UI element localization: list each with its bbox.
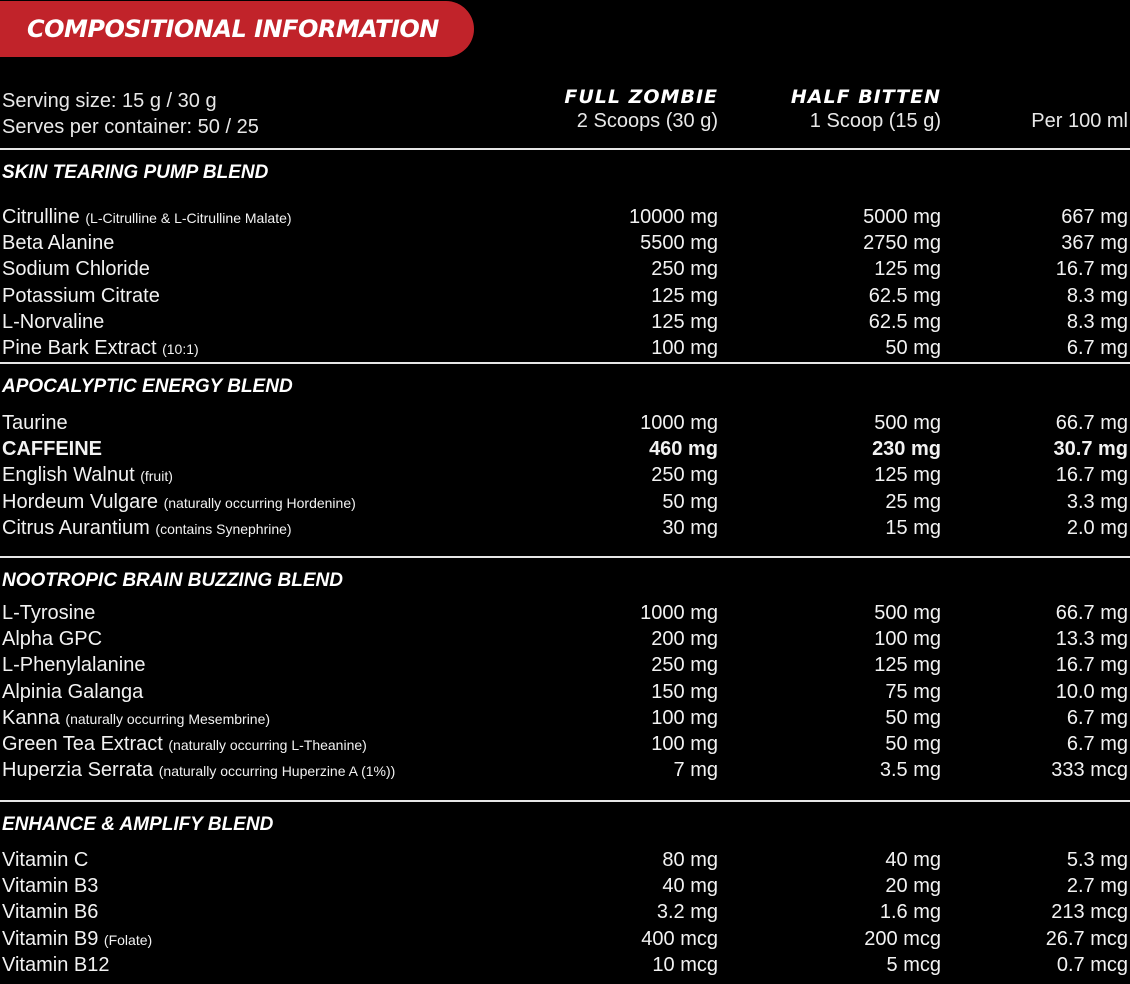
ingredient-cell xyxy=(2,256,150,282)
half-bitten-value: 25 mg xyxy=(885,490,941,513)
ingredient-name: English Walnut xyxy=(2,464,135,487)
ingredient-cell xyxy=(2,679,143,705)
ingredient-name: Alpinia Galanga xyxy=(2,680,144,703)
ingredient-row xyxy=(0,926,1130,952)
per-100ml-value: 6.7 mg xyxy=(1066,337,1128,359)
full-zombie-value: 400 mcg xyxy=(641,927,718,950)
per-100ml-value: 3.3 mg xyxy=(1066,490,1128,513)
ingredient-cell xyxy=(2,309,104,335)
section-divider xyxy=(0,362,1130,364)
column-header-half-bitten xyxy=(791,86,941,134)
half-bitten-value: 50 mg xyxy=(885,706,941,729)
full-zombie-value: 3.2 mg xyxy=(656,901,718,924)
ingredient-row xyxy=(0,515,1130,541)
per-100ml-value: 6.7 mg xyxy=(1066,733,1128,755)
half-bitten-value: 2750 mg xyxy=(863,232,941,255)
ingredient-name: Green Tea Extract xyxy=(2,733,163,755)
per-100ml-value: 26.7 mcg xyxy=(1045,927,1128,950)
full-zombie-value: 5500 mg xyxy=(640,232,718,255)
ingredient-name: Vitamin B3 xyxy=(2,875,99,898)
half-bitten-value: 3.5 mg xyxy=(879,759,941,782)
ingredient-cell xyxy=(2,600,95,626)
half-bitten-value: 75 mg xyxy=(885,680,941,703)
half-bitten-label: HALF BITTEN xyxy=(790,86,941,108)
full-zombie-value: 250 mg xyxy=(651,654,718,677)
half-bitten-value: 125 mg xyxy=(874,258,941,281)
ingredient-note: (Folate) xyxy=(103,931,153,948)
half-bitten-value: 125 mg xyxy=(874,654,941,677)
ingredient-name: L-Tyrosine xyxy=(2,602,96,624)
per-100ml-value: 367 mg xyxy=(1061,232,1128,255)
half-bitten-value: 62.5 mg xyxy=(868,284,941,307)
per-100ml-value: 6.7 mg xyxy=(1066,706,1128,729)
ingredient-name: Vitamin C xyxy=(2,849,89,871)
ingredient-row xyxy=(0,952,1130,978)
ingredient-note: (contains Synephrine) xyxy=(155,520,292,537)
full-zombie-value: 100 mg xyxy=(651,733,718,755)
ingredient-name: Beta Alanine xyxy=(2,232,115,255)
ingredient-cell xyxy=(2,873,98,899)
per-100ml-value: 16.7 mg xyxy=(1055,654,1128,677)
per-100ml-value: 667 mg xyxy=(1061,206,1128,228)
ingredient-note: (fruit) xyxy=(140,468,173,485)
ingredient-cell xyxy=(2,436,102,462)
ingredient-cell xyxy=(2,515,292,542)
half-bitten-value: 200 mcg xyxy=(864,927,941,950)
ingredient-name: Huperzia Serrata xyxy=(2,759,154,782)
full-zombie-value: 125 mg xyxy=(651,310,718,333)
full-zombie-value: 7 mg xyxy=(673,759,718,782)
ingredient-cell xyxy=(2,757,395,784)
ingredient-row xyxy=(0,283,1130,309)
ingredient-row xyxy=(0,679,1130,705)
half-bitten-value: 5000 mg xyxy=(863,206,941,228)
ingredient-cell xyxy=(2,926,152,953)
ingredient-cell xyxy=(2,283,160,309)
full-zombie-value: 1000 mg xyxy=(640,602,718,624)
per-100ml-value: 2.7 mg xyxy=(1066,875,1128,898)
ingredient-name: Potassium Citrate xyxy=(2,284,160,307)
half-bitten-value: 62.5 mg xyxy=(868,310,941,333)
per-100ml-value: 10.0 mg xyxy=(1055,680,1128,703)
ingredient-name: Kanna xyxy=(2,706,60,729)
ingredient-cell xyxy=(2,652,145,678)
ingredient-cell xyxy=(2,230,114,256)
full-zombie-value: 10 mcg xyxy=(652,953,718,976)
serves-per-container: Serves per container: 50 / 25 xyxy=(2,116,259,138)
ingredient-name: Pine Bark Extract xyxy=(2,337,157,359)
half-bitten-value: 50 mg xyxy=(885,337,941,359)
serving-size: Serving size: 15 g / 30 g xyxy=(2,90,217,112)
full-zombie-value: 150 mg xyxy=(651,680,718,703)
per-100ml-value: 213 mcg xyxy=(1051,901,1128,924)
section-divider xyxy=(0,148,1130,150)
half-bitten-value: 125 mg xyxy=(874,464,941,487)
ingredient-name: CAFFEINE xyxy=(2,438,102,461)
ingredient-cell xyxy=(2,335,199,362)
ingredient-cell xyxy=(2,705,270,732)
ingredient-cell xyxy=(2,731,367,758)
half-bitten-dose: 1 Scoop (15 g) xyxy=(809,110,941,132)
half-bitten-value: 230 mg xyxy=(872,438,941,461)
ingredient-row xyxy=(0,705,1130,731)
ingredient-cell xyxy=(2,626,102,652)
full-zombie-value: 30 mg xyxy=(662,516,718,539)
ingredient-name: Vitamin B9 xyxy=(2,927,99,950)
ingredient-row xyxy=(0,757,1130,783)
full-zombie-value: 40 mg xyxy=(662,875,718,898)
ingredient-row xyxy=(0,256,1130,282)
ingredient-cell xyxy=(2,489,356,516)
ingredient-note: (naturally occurring L-Theanine) xyxy=(168,737,367,753)
full-zombie-value: 125 mg xyxy=(651,284,718,307)
half-bitten-value: 1.6 mg xyxy=(879,901,941,924)
ingredient-name: Vitamin B12 xyxy=(2,953,110,976)
ingredient-note: (10:1) xyxy=(162,341,199,357)
ingredient-row xyxy=(0,873,1130,899)
ingredient-row xyxy=(0,410,1130,436)
ingredient-note: (L-Citrulline & L-Citrulline Malate) xyxy=(85,210,292,226)
ingredient-row xyxy=(0,489,1130,515)
ingredient-row xyxy=(0,731,1130,757)
ingredient-name: L-Phenylalanine xyxy=(2,654,146,677)
ingredient-name: Sodium Chloride xyxy=(2,258,150,281)
per-100ml-value: 30.7 mg xyxy=(1053,438,1128,461)
half-bitten-value: 5 mcg xyxy=(886,953,941,976)
per-100ml-value: 16.7 mg xyxy=(1055,258,1128,281)
ingredient-row xyxy=(0,899,1130,925)
per-100ml-value: 13.3 mg xyxy=(1055,628,1128,651)
section-title: SKIN TEARING PUMP BLEND xyxy=(2,162,269,183)
full-zombie-value: 100 mg xyxy=(651,337,718,359)
full-zombie-value: 10000 mg xyxy=(629,206,718,228)
ingredient-note: (naturally occurring Hordenine) xyxy=(163,494,356,511)
half-bitten-value: 100 mg xyxy=(874,628,941,651)
full-zombie-label: FULL ZOMBIE xyxy=(564,86,718,108)
full-zombie-value: 80 mg xyxy=(662,849,718,871)
half-bitten-value: 50 mg xyxy=(885,733,941,755)
ingredient-cell xyxy=(2,952,109,978)
ingredient-row xyxy=(0,600,1130,626)
column-header-per-100ml xyxy=(1031,108,1128,134)
ingredient-cell xyxy=(2,410,68,436)
half-bitten-value: 500 mg xyxy=(874,602,941,624)
ingredient-cell xyxy=(2,899,98,925)
section-title: APOCALYPTIC ENERGY BLEND xyxy=(2,376,293,397)
ingredient-row xyxy=(0,436,1130,462)
ingredient-cell xyxy=(2,462,173,489)
ingredient-cell xyxy=(2,847,88,873)
section-title: ENHANCE & AMPLIFY BLEND xyxy=(2,814,274,835)
full-zombie-value: 250 mg xyxy=(651,258,718,281)
per-100ml-value: 2.0 mg xyxy=(1066,516,1128,539)
title-banner xyxy=(0,1,474,57)
ingredient-name: Vitamin B6 xyxy=(2,901,99,924)
full-zombie-value: 1000 mg xyxy=(640,412,718,434)
half-bitten-value: 15 mg xyxy=(885,516,941,539)
table-header xyxy=(0,86,1130,142)
ingredient-cell xyxy=(2,204,292,231)
ingredient-row xyxy=(0,309,1130,335)
ingredient-note: (naturally occurring Mesembrine) xyxy=(65,710,271,727)
full-zombie-value: 200 mg xyxy=(651,628,718,651)
full-zombie-dose: 2 Scoops (30 g) xyxy=(576,110,718,132)
full-zombie-value: 460 mg xyxy=(649,438,718,461)
ingredient-name: Citrus Aurantium xyxy=(2,516,150,539)
ingredient-row xyxy=(0,652,1130,678)
column-header-full-zombie xyxy=(564,86,718,134)
section-divider xyxy=(0,556,1130,558)
ingredient-name: Alpha GPC xyxy=(2,628,103,651)
half-bitten-value: 20 mg xyxy=(885,875,941,898)
section-divider xyxy=(0,800,1130,802)
section-title: NOOTROPIC BRAIN BUZZING BLEND xyxy=(2,570,343,591)
half-bitten-value: 500 mg xyxy=(874,412,941,434)
per-100ml-label: Per 100 ml xyxy=(1031,110,1128,132)
ingredient-row xyxy=(0,204,1130,230)
ingredient-note: (naturally occurring Huperzine A (1%)) xyxy=(158,763,396,780)
ingredient-row xyxy=(0,462,1130,488)
full-zombie-value: 250 mg xyxy=(651,464,718,487)
ingredient-name: L-Norvaline xyxy=(2,310,105,333)
ingredient-row xyxy=(0,626,1130,652)
page-title: COMPOSITIONAL INFORMATION xyxy=(27,15,439,43)
full-zombie-value: 50 mg xyxy=(662,490,718,513)
per-100ml-value: 5.3 mg xyxy=(1066,849,1128,871)
ingredient-name: Hordeum Vulgare xyxy=(2,490,159,513)
full-zombie-value: 100 mg xyxy=(651,706,718,729)
ingredient-name: Citrulline xyxy=(2,206,80,228)
per-100ml-value: 16.7 mg xyxy=(1055,464,1128,487)
half-bitten-value: 40 mg xyxy=(885,849,941,871)
per-100ml-value: 66.7 mg xyxy=(1055,602,1128,624)
serving-info xyxy=(2,88,259,140)
per-100ml-value: 8.3 mg xyxy=(1066,310,1128,333)
per-100ml-value: 333 mcg xyxy=(1051,759,1128,782)
ingredient-row xyxy=(0,847,1130,873)
per-100ml-value: 66.7 mg xyxy=(1055,412,1128,434)
per-100ml-value: 8.3 mg xyxy=(1066,284,1128,307)
per-100ml-value: 0.7 mcg xyxy=(1056,953,1128,976)
ingredient-row xyxy=(0,230,1130,256)
ingredient-row xyxy=(0,335,1130,361)
ingredient-name: Taurine xyxy=(2,412,68,434)
